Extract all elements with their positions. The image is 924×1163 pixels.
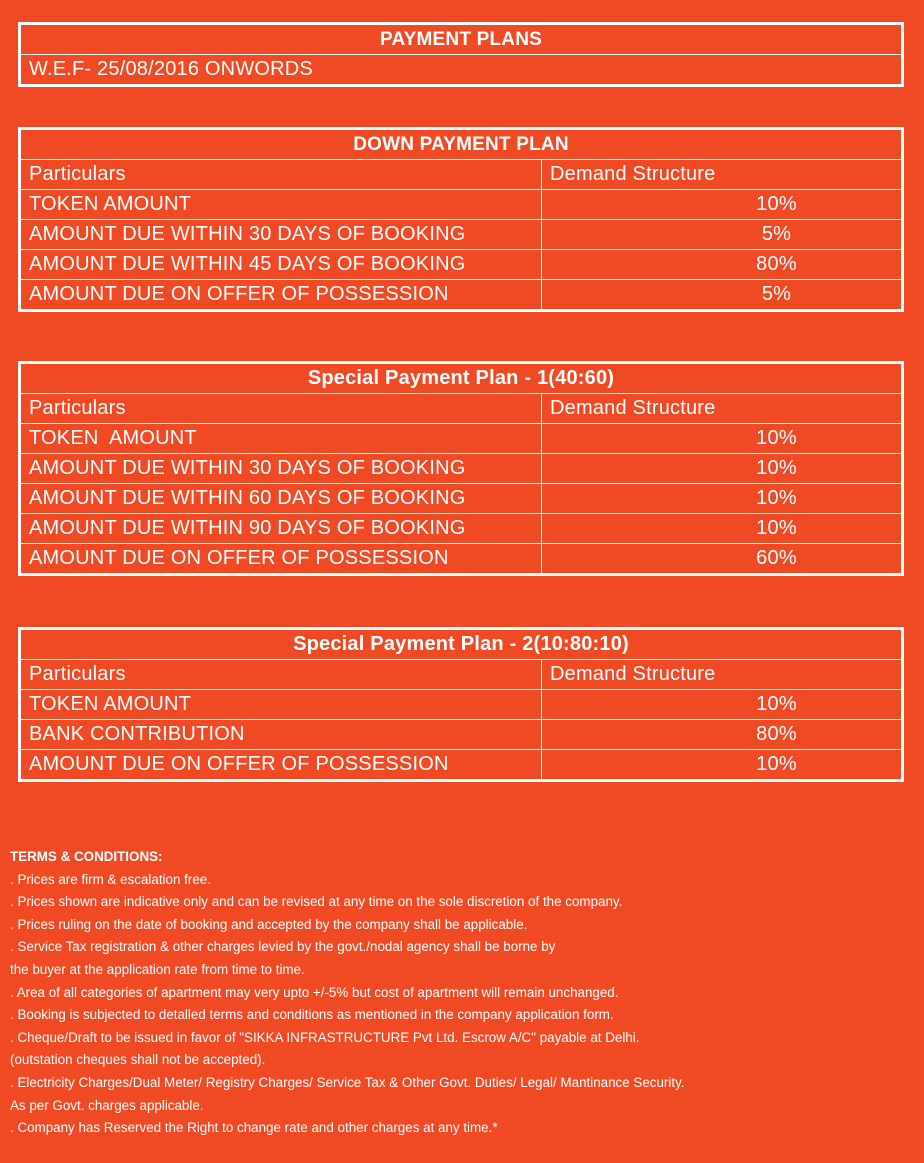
terms-line: the buyer at the application rate from time to time.	[10, 961, 305, 977]
demand-cell: 10%	[542, 424, 902, 454]
table-row	[21, 424, 902, 454]
col-header-particulars: Particulars	[21, 394, 542, 424]
demand-cell: 10%	[542, 484, 902, 514]
particular-cell: AMOUNT DUE WITHIN 60 DAYS OF BOOKING	[21, 484, 542, 514]
particular-cell: AMOUNT DUE WITHIN 90 DAYS OF BOOKING	[21, 514, 542, 544]
terms-and-conditions	[10, 846, 910, 1140]
particular-cell: AMOUNT DUE ON OFFER OF POSSESSION	[21, 750, 542, 780]
particular-cell: TOKEN AMOUNT	[21, 190, 542, 220]
terms-line: . Cheque/Draft to be issued in favor of "SIKKA INFRASTRUCTURE Pvt Ltd. Escrow A/C" payable at Delhi.	[10, 1029, 640, 1045]
demand-cell: 5%	[542, 280, 902, 310]
demand-cell: 10%	[542, 514, 902, 544]
particular-cell: AMOUNT DUE ON OFFER OF POSSESSION	[21, 280, 542, 310]
plan-title: Special Payment Plan - 1(40:60)	[21, 364, 902, 394]
page-title: PAYMENT PLANS	[21, 25, 902, 55]
demand-cell: 10%	[542, 690, 902, 720]
col-header-demand: Demand Structure	[542, 394, 902, 424]
payment-plans-header	[18, 22, 904, 87]
terms-line: . Company has Reserved the Right to change rate and other charges at any time.*	[10, 1120, 498, 1136]
col-header-demand: Demand Structure	[542, 160, 902, 190]
table-row	[21, 690, 902, 720]
special-payment-plan-1-table	[18, 361, 904, 576]
terms-line: As per Govt. charges applicable.	[10, 1097, 204, 1113]
demand-cell: 80%	[542, 250, 902, 280]
table-row	[21, 514, 902, 544]
particular-cell: AMOUNT DUE WITHIN 30 DAYS OF BOOKING	[21, 454, 542, 484]
table-row	[21, 220, 902, 250]
particular-cell: TOKEN AMOUNT	[21, 690, 542, 720]
particular-cell: TOKEN AMOUNT	[21, 424, 542, 454]
table-row	[21, 250, 902, 280]
demand-cell: 5%	[542, 220, 902, 250]
table-row	[21, 454, 902, 484]
table-row	[21, 484, 902, 514]
table-row	[21, 544, 902, 574]
particular-cell: AMOUNT DUE ON OFFER OF POSSESSION	[21, 544, 542, 574]
col-header-particulars: Particulars	[21, 160, 542, 190]
terms-line: . Area of all categories of apartment may very upto +/-5% but cost of apartment will remain unchanged.	[10, 984, 619, 1000]
demand-cell: 10%	[542, 454, 902, 484]
demand-cell: 10%	[542, 190, 902, 220]
plan-title: Special Payment Plan - 2(10:80:10)	[21, 630, 902, 660]
particular-cell: BANK CONTRIBUTION	[21, 720, 542, 750]
terms-line: . Electricity Charges/Dual Meter/ Registry Charges/ Service Tax & Other Govt. Duties/ Legal/ Mantinance Security.	[10, 1074, 685, 1090]
terms-heading: TERMS & CONDITIONS:	[10, 849, 163, 864]
terms-line: . Booking is subjected to detalled terms and conditions as mentioned in the company application form.	[10, 1007, 614, 1023]
plan-title: DOWN PAYMENT PLAN	[21, 130, 902, 160]
down-payment-plan-table	[18, 127, 904, 312]
table-row	[21, 720, 902, 750]
terms-line: . Prices ruling on the date of booking and accepted by the company shall be applicable.	[10, 916, 528, 932]
demand-cell: 60%	[542, 544, 902, 574]
particular-cell: AMOUNT DUE WITHIN 45 DAYS OF BOOKING	[21, 250, 542, 280]
table-row	[21, 280, 902, 310]
table-row	[21, 750, 902, 780]
terms-line: . Service Tax registration & other charges levied by the govt./nodal agency shall be borne by	[10, 939, 556, 955]
demand-cell: 10%	[542, 750, 902, 780]
terms-line: . Prices shown are indicative only and can be revised at any time on the sole discretion of the company.	[10, 894, 623, 910]
terms-line: . Prices are firm & escalation free.	[10, 871, 211, 887]
effective-date: W.E.F- 25/08/2016 ONWORDS	[21, 55, 902, 85]
terms-line: (outstation cheques shall not be accepted).	[10, 1052, 266, 1068]
special-payment-plan-2-table	[18, 627, 904, 782]
col-header-particulars: Particulars	[21, 660, 542, 690]
demand-cell: 80%	[542, 720, 902, 750]
table-row	[21, 190, 902, 220]
particular-cell: AMOUNT DUE WITHIN 30 DAYS OF BOOKING	[21, 220, 542, 250]
col-header-demand: Demand Structure	[542, 660, 902, 690]
